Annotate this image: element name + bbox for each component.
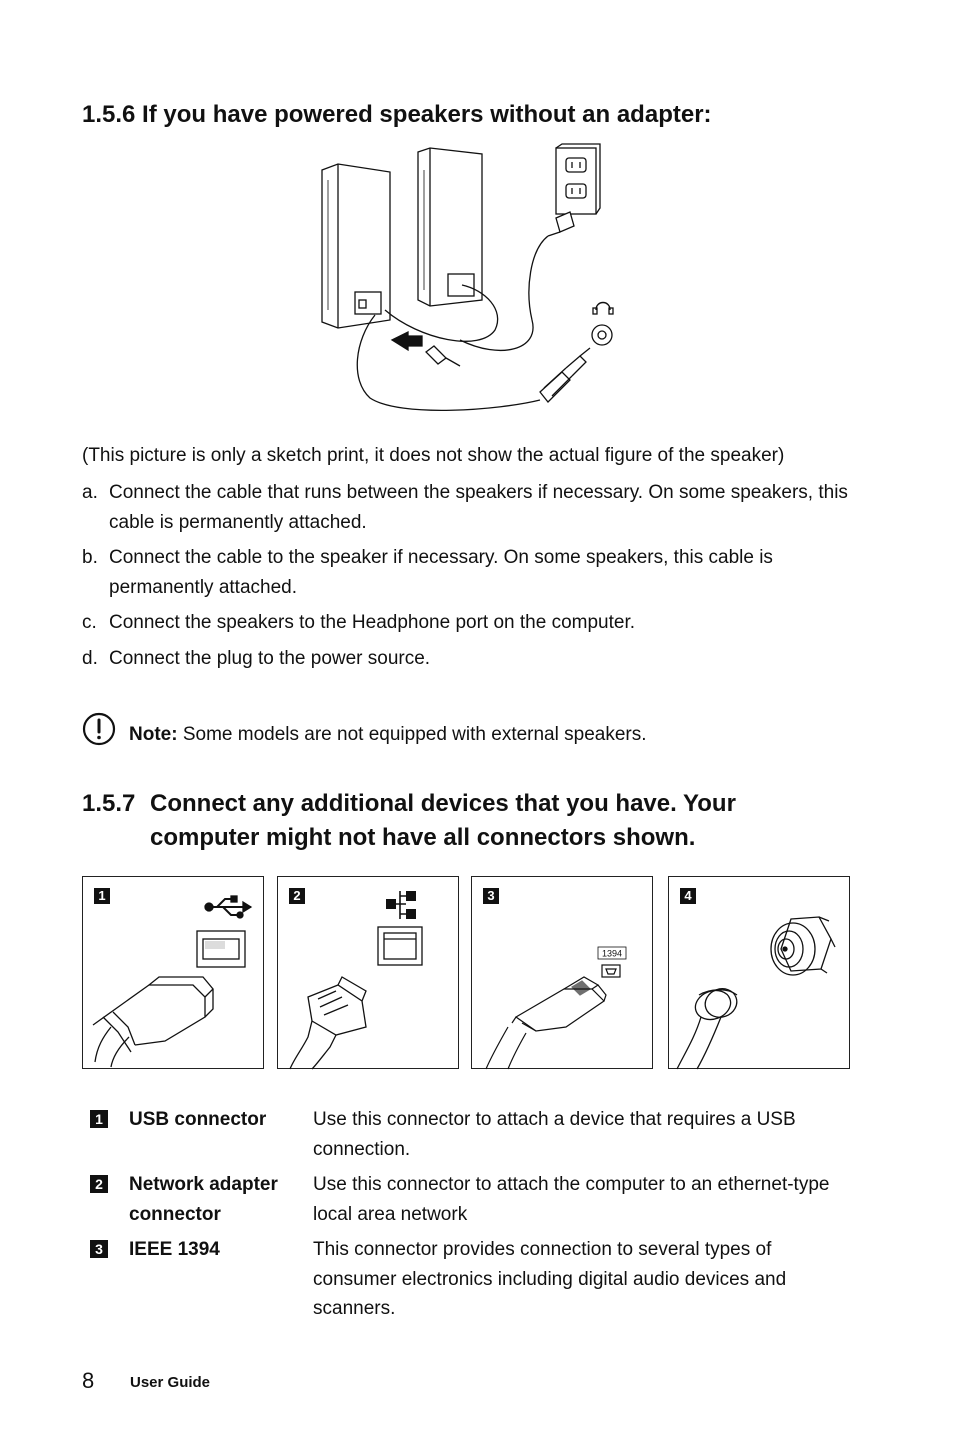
network-panel bbox=[277, 876, 459, 1069]
note-body: Some models are not equipped with external speakers. bbox=[177, 724, 647, 745]
network-icon bbox=[278, 877, 460, 1070]
exclamation-icon bbox=[82, 712, 116, 746]
connector-description: This connector provides connection to several types of consumer electronics including digital audio devices and scanners. bbox=[313, 1239, 787, 1319]
panel-badge: 4 bbox=[680, 888, 696, 904]
usb-icon bbox=[83, 877, 265, 1070]
step-letter: b. bbox=[82, 547, 98, 568]
step-item bbox=[82, 543, 872, 602]
panel-badge: 3 bbox=[483, 888, 499, 904]
connector-name: USB connector bbox=[129, 1109, 267, 1130]
step-letter: d. bbox=[82, 647, 98, 669]
connector-description: Use this connector to attach a device that requires a USB connection. bbox=[313, 1109, 796, 1160]
note-text bbox=[129, 722, 647, 748]
step-text: Connect the speakers to the Headphone port on the computer. bbox=[109, 612, 636, 633]
step-text: Connect the cable to the speaker if necessary. On some speakers, this cable is permanently attached. bbox=[109, 547, 773, 598]
panel-badge: 2 bbox=[289, 888, 305, 904]
ieee1394-panel bbox=[471, 876, 653, 1069]
ieee1394-icon bbox=[472, 877, 654, 1070]
step-text: Connect the cable that runs between the speakers if necessary. On some speakers, this cable is permanently attached. bbox=[109, 482, 848, 533]
connector-name: IEEE 1394 bbox=[129, 1239, 220, 1260]
page-number: 8 bbox=[82, 1368, 95, 1393]
step-letter: a. bbox=[82, 482, 98, 503]
step-text: Connect the plug to the power source. bbox=[109, 647, 431, 669]
step-item bbox=[82, 644, 872, 674]
panel-badge: 1 bbox=[94, 888, 110, 904]
step-item bbox=[82, 608, 872, 638]
speaker-setup-illustration bbox=[300, 140, 630, 425]
connector-name: Network adapter connector bbox=[129, 1174, 278, 1225]
section-heading-speakers: 1.5.6 If you have powered speakers without an adapter: bbox=[82, 101, 712, 128]
coax-icon bbox=[669, 877, 851, 1070]
steps-list bbox=[82, 478, 872, 679]
note-box bbox=[82, 712, 862, 752]
connector-description: Use this connector to attach the computer to an ethernet-type local area network bbox=[313, 1174, 830, 1225]
port-label: 1394 bbox=[601, 948, 623, 959]
figure-caption: (This picture is only a sketch print, it does not show the actual figure of the speaker) bbox=[82, 445, 785, 466]
usb-panel bbox=[82, 876, 264, 1069]
footer-title: User Guide bbox=[130, 1374, 211, 1391]
row-badge: 2 bbox=[90, 1175, 108, 1193]
row-badge: 1 bbox=[90, 1110, 108, 1128]
section-number: 1.5.7 bbox=[82, 790, 136, 817]
row-badge: 3 bbox=[90, 1240, 108, 1258]
step-letter: c. bbox=[82, 612, 97, 633]
step-item bbox=[82, 478, 872, 537]
section-title: Connect any additional devices that you have. Your computer might not have all connectors shown. bbox=[150, 790, 736, 851]
coax-panel bbox=[668, 876, 850, 1069]
note-label: Note: bbox=[129, 724, 178, 745]
